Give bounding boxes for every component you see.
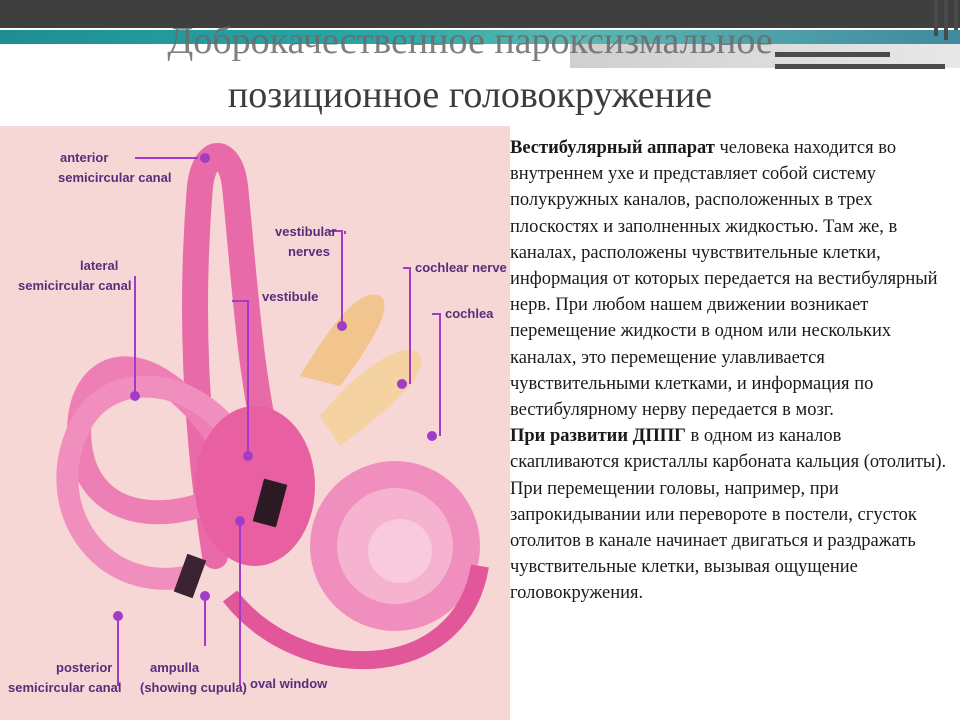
label-lateral-canal: semicircular canal (18, 278, 132, 293)
label-vestibule: vestibule (262, 289, 319, 304)
slide-title (0, 18, 940, 118)
paragraph-vestibular (510, 135, 950, 423)
decor-corner-bar (954, 0, 958, 30)
body-text (510, 135, 950, 607)
paragraph-vestibular-bold: Вестибулярный аппарат (510, 138, 715, 158)
slide-title-line-2: позиционное головокружение (227, 74, 713, 116)
label-posterior-canal: semicircular canal (8, 680, 122, 695)
label-oval-window: oval window (250, 676, 328, 691)
label-vestibular-nerves: nerves (288, 244, 330, 259)
slide-title-line-1: Доброкачественное пароксизмальное (167, 20, 773, 62)
label-ampulla-cupula: (showing cupula) (140, 680, 247, 695)
vestibule-shape (195, 406, 315, 566)
label-anterior-canal: semicircular canal (58, 170, 172, 185)
inner-ear-diagram (0, 126, 510, 720)
cochlea-inner-shape (368, 519, 432, 583)
label-vestibular: vestibular (275, 224, 337, 239)
inner-ear-illustration (0, 126, 510, 720)
paragraph-bppv-bold: При развитии ДППГ (510, 426, 686, 447)
label-cochlear-nerve: cochlear nerve (415, 260, 507, 275)
paragraph-bppv (510, 423, 950, 606)
decor-corner-bar (944, 0, 948, 40)
label-cochlea: cochlea (445, 306, 494, 321)
label-lateral: lateral (80, 258, 119, 273)
label-ampulla: ampulla (150, 660, 200, 675)
paragraph-bppv-text: в одном из каналов скапливаются кристаллы карбоната кальция (отолиты). При перемещении головы, например, при запрокидывании или перевороте в постели, сгусток отолитов в канале начинает двигаться и раздражать чувствительные клетки, вызывая ощущение головокружения. (510, 426, 947, 604)
label-posterior: posterior (56, 660, 113, 675)
label-anterior: anterior (60, 150, 109, 165)
paragraph-vestibular-text: человека находится во внутреннем ухе и представляет собой систему полукружных каналов, расположенных в трех плоскостях и заполненных жидкостью. Там же, в каналах, расположены чувствительные клетки, информация от которых передается на вестибулярный нерв. При любом нашем движении возникает перемещение жидкости в одном или нескольких каналах, это перемещение улавливается чувствительными клетками, и информация по вестибулярному нерву передается в мозг. (510, 138, 938, 421)
